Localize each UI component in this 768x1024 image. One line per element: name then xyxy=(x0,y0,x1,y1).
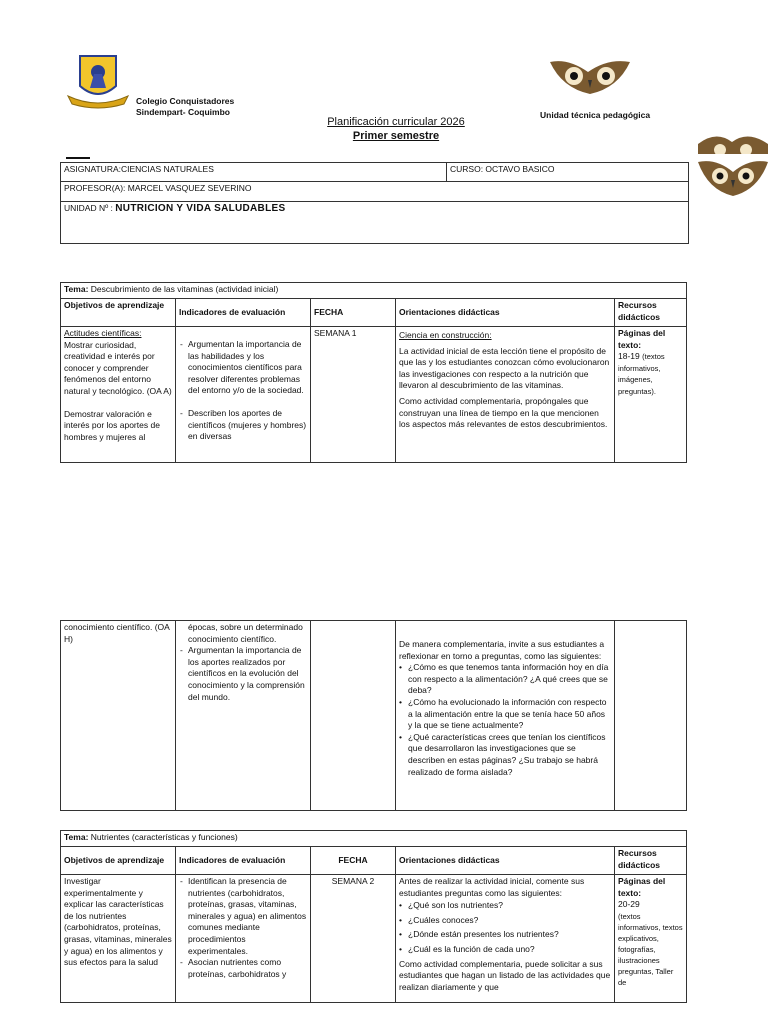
divider xyxy=(66,157,90,159)
header-date: FECHA xyxy=(311,299,396,327)
header-indicators-2: Indicadores de evaluación xyxy=(176,847,311,875)
indicator-item: - Asocian nutrientes como proteínas, carbohidratos y xyxy=(179,957,307,980)
indicator-cont-first: épocas, sobre un determinado conocimiento científico. xyxy=(188,622,303,644)
unit-office: Unidad técnica pedagógica xyxy=(540,110,651,120)
orientations-cont-cell xyxy=(396,621,615,811)
resources-cell-2 xyxy=(615,875,687,1003)
owl-logo-side xyxy=(698,158,768,198)
orient-title: Ciencia en construcción: xyxy=(399,330,492,340)
objectives-cont-cell: conocimiento científico. (OA H) xyxy=(61,621,176,811)
header-resources-2: Recursos didácticos xyxy=(615,847,687,875)
resources-cell xyxy=(615,327,687,463)
tema-row-2 xyxy=(61,831,687,847)
question-item: • ¿Qué son los nutrientes? xyxy=(399,900,611,912)
objectives-title: Actitudes científicas: xyxy=(64,328,142,338)
plan-table-1-continued xyxy=(60,620,687,811)
doc-title: Planificación curricular 2026 xyxy=(327,116,465,128)
orient-p2-2: Como actividad complementaria, puede solicitar a sus estudiantes que hagan un listado de las actividades que realizan diariamente y que xyxy=(399,958,611,992)
indicators-cell-2 xyxy=(176,875,311,1003)
course-cell: CURSO: OCTAVO BASICO xyxy=(447,163,689,182)
resources-note-2: (textos informativos, textos explicativos, fotografías, ilustraciones preguntas, Taller de xyxy=(618,911,683,987)
objectives-cell xyxy=(61,327,176,463)
plan-table-2 xyxy=(60,830,687,1003)
question-item: • ¿Cómo ha evolucionado la información con respecto a la alimentación entre la que se tenía hace 50 años y la que se tiene actualmente? xyxy=(399,697,611,732)
resources-title: Páginas del texto: xyxy=(618,328,666,350)
objectives-cell-2: Investigar experimentalmente y explicar las características de los nutrientes (carbohidratos, proteínas, grasas, vitaminas, minerales y agua) en los alimentos y sus efectos para la salud xyxy=(61,875,176,1003)
subject-cell: ASIGNATURA:CIENCIAS NATURALES xyxy=(61,163,447,182)
info-table xyxy=(60,162,689,244)
header-resources: Recursos didácticos xyxy=(615,299,687,327)
objectives-p1: Mostrar curiosidad, creatividad e interés por conocer y comprender fenómenos del entorno natural y tecnológico. (OA A) xyxy=(64,339,172,396)
question-item: • ¿Cuál es la función de cada uno? xyxy=(399,944,611,956)
date-cont-cell xyxy=(311,621,396,811)
owl-logo-side-top xyxy=(698,130,768,154)
orient-intro-2: Antes de realizar la actividad inicial, comente sus estudiantes preguntas como las siguientes: xyxy=(399,876,585,898)
school-name: Colegio Conquistadores xyxy=(136,96,235,106)
question-item: • ¿Cómo es que tenemos tanta información hoy en día con respecto a la alimentación? ¿A qué crees que se deba? xyxy=(399,662,611,697)
header-orientations: Orientaciones didácticas xyxy=(396,299,615,327)
question-item: • ¿Cuáles conoces? xyxy=(399,915,611,927)
teacher-cell: PROFESOR(A): MARCEL VASQUEZ SEVERINO xyxy=(61,182,689,202)
question-item: • ¿Dónde están presentes los nutrientes? xyxy=(399,929,611,941)
tema-label: Tema: xyxy=(64,284,89,294)
plan-table-1 xyxy=(60,282,687,463)
resources-cont-cell xyxy=(615,621,687,811)
tema-row xyxy=(61,283,687,299)
date-cell: SEMANA 1 xyxy=(311,327,396,463)
header-date-2: FECHA xyxy=(311,847,396,875)
resources-note: (textos informativos, imágenes, preguntas). xyxy=(618,352,665,396)
orientations-cell-2 xyxy=(396,875,615,1003)
indicator-item: - Argumentan la importancia de los aportes realizados por científicos en la evolución del conocimiento y la comprensión del mundo. xyxy=(179,645,307,703)
doc-subtitle: Primer semestre xyxy=(352,130,440,142)
unit-label: UNIDAD Nº : xyxy=(64,203,116,213)
tema-label-2: Tema: xyxy=(64,832,89,842)
objectives-p2: Demostrar valoración e interés por los aportes de hombres y mujeres al xyxy=(64,408,160,442)
resources-pages: 18-19 xyxy=(618,351,640,362)
tema-text-2: Nutrientes (características y funciones) xyxy=(90,832,238,842)
indicators-cell xyxy=(176,327,311,463)
indicator-item: - Describen los aportes de científicos (mujeres y hombres) en diversas xyxy=(179,408,307,443)
resources-title-2: Páginas del texto: xyxy=(618,876,666,898)
date-cell-2: SEMANA 2 xyxy=(311,875,396,1003)
header-objectives-2: Objetivos de aprendizaje xyxy=(61,847,176,875)
orient-intro: De manera complementaria, invite a sus estudiantes a reflexionar en torno a preguntas, como las siguientes: xyxy=(399,639,605,661)
header-indicators: Indicadores de evaluación xyxy=(176,299,311,327)
orient-p2: Como actividad complementaria, propóngales que construyan una línea de tiempo en la que mencionen los aspectos más relevantes de estos descubrimientos. xyxy=(399,395,608,430)
question-item: • ¿Qué características crees que tenían los científicos que desarrollaron las investigaciones que se describen en estas páginas? ¿Su trabajo se habrá realizado de forma aislada? xyxy=(399,732,611,778)
header-orientations-2: Orientaciones didácticas xyxy=(396,847,615,875)
unit-name: NUTRICION Y VIDA SALUDABLES xyxy=(115,203,286,214)
school-crest-logo xyxy=(66,50,130,112)
orientations-cell xyxy=(396,327,615,463)
orient-p1: La actividad inicial de esta lección tiene el propósito de que las y los estudiantes conozcan cómo evolucionaron las investigaciones con respecto a la nutrición que llevaron al descubrimiento de las vitaminas. xyxy=(399,345,610,391)
indicators-cont-cell xyxy=(176,621,311,811)
unit-cell xyxy=(61,202,689,244)
tema-text: Descubrimiento de las vitaminas (actividad inicial) xyxy=(90,284,279,294)
indicator-item: - Identifican la presencia de nutrientes (carbohidratos, proteínas, grasas, vitaminas, minerales y agua) en alimentos comunes mediante procedimientos experimentales. xyxy=(179,876,307,957)
owl-logo xyxy=(548,58,632,98)
header-objectives: Objetivos de aprendizaje xyxy=(61,299,176,327)
school-location: Sindempart- Coquimbo xyxy=(136,107,230,117)
resources-pages-2: 20-29 xyxy=(618,899,640,910)
indicator-item: - Argumentan la importancia de las habilidades y los conocimientos científicos para resolver diferentes problemas del entorno y/o de la sociedad. xyxy=(179,339,307,397)
